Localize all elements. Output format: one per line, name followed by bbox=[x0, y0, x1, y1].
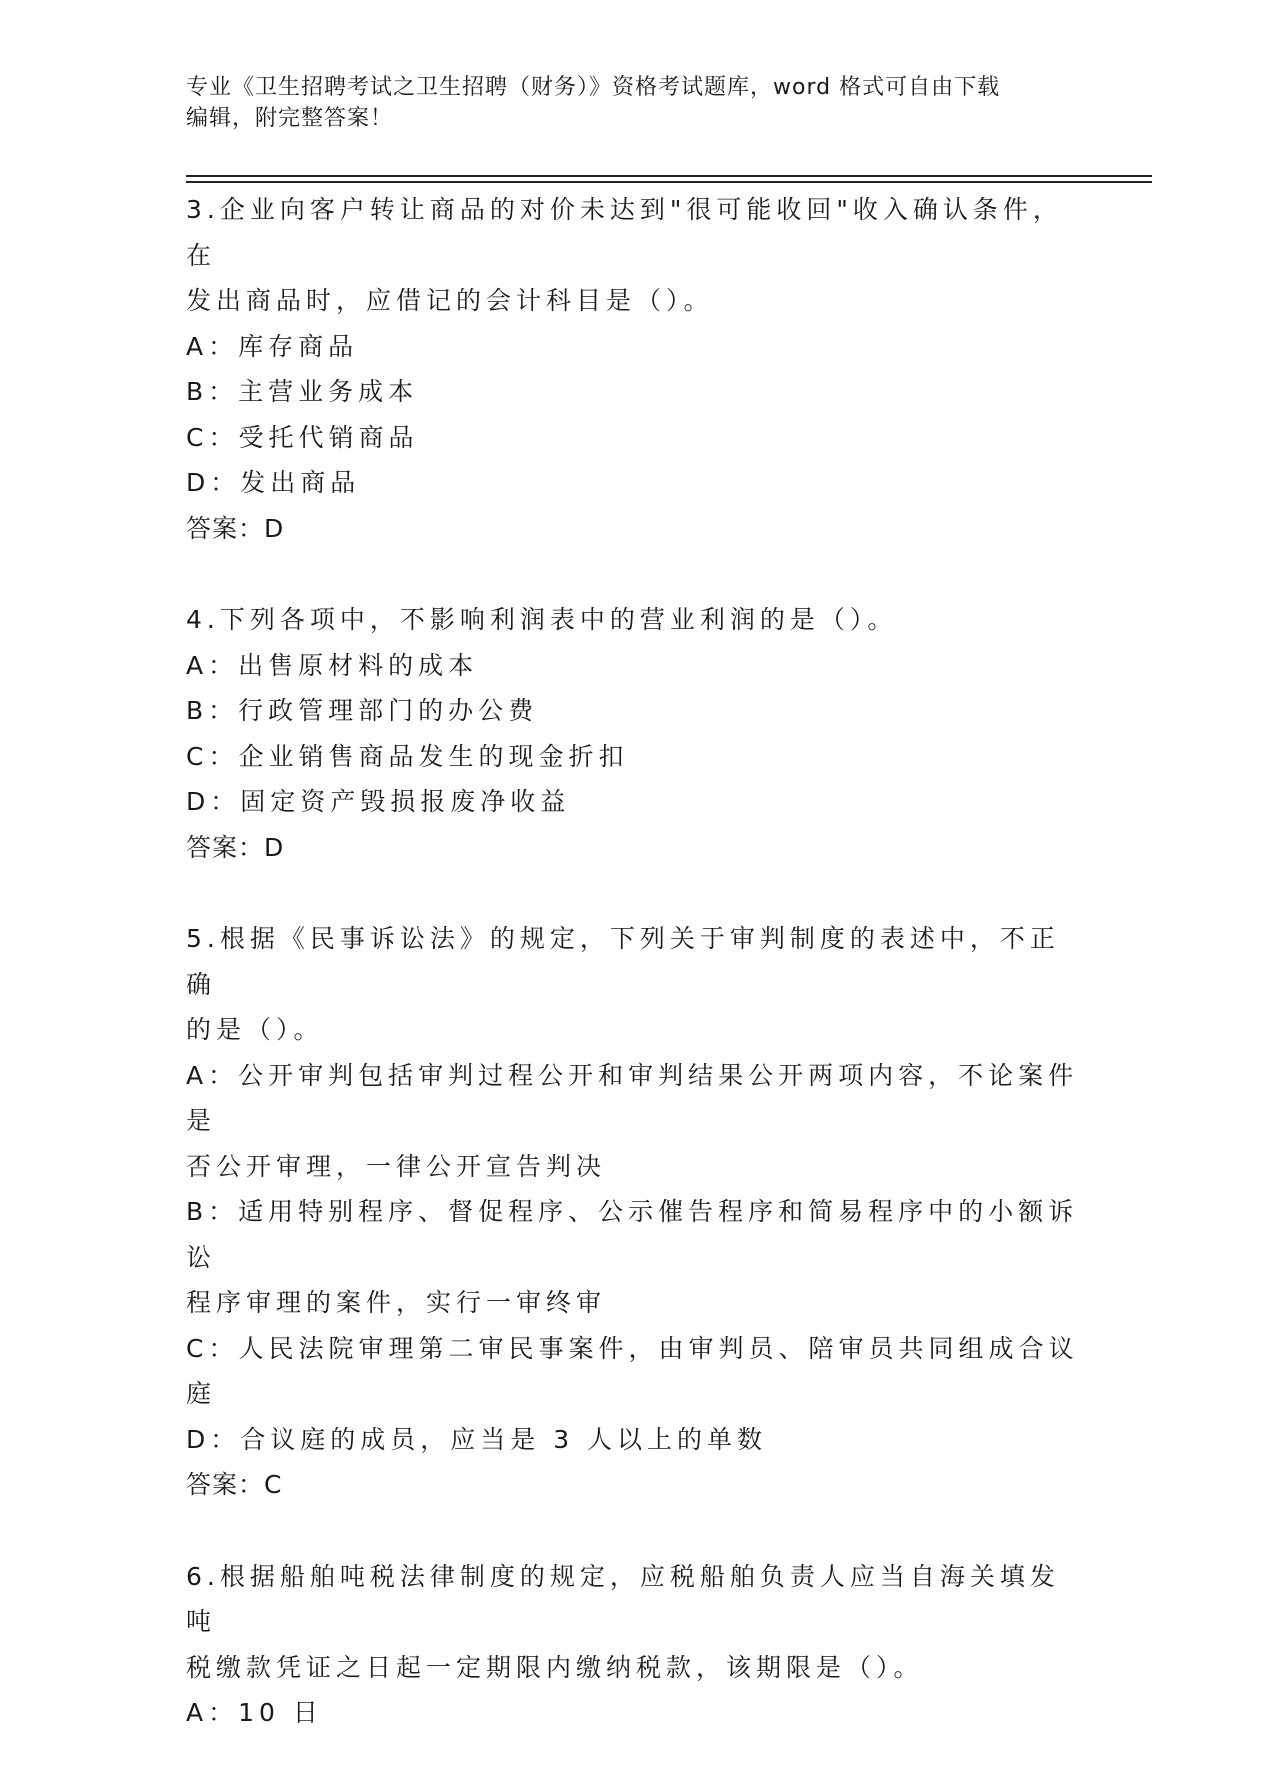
document-header bbox=[186, 72, 1086, 134]
option-d: D：固定资产毁损报废净收益 bbox=[186, 787, 571, 816]
option-b: B：行政管理部门的办公费 bbox=[186, 696, 539, 725]
question-stem: 的是（）。 bbox=[186, 1015, 324, 1044]
question-stem: 发出商品时，应借记的会计科目是（）。 bbox=[186, 286, 714, 315]
question-stem: 3.企业向客户转让商品的对价未达到"很可能收回"收入确认条件，在 bbox=[186, 195, 1063, 270]
answer-line: 答案：C bbox=[186, 1470, 283, 1499]
option-a: A：公开审判包括审判过程公开和审判结果公开两项内容，不论案件是 bbox=[186, 1060, 1079, 1135]
option-a: A：10 日 bbox=[186, 1698, 323, 1727]
header-title-line-1: 专业《卫生招聘考试之卫生招聘（财务）》资格考试题库，word 格式可自由下载 bbox=[186, 75, 1001, 100]
option-c: C：企业销售商品发生的现金折扣 bbox=[186, 741, 629, 771]
option-b: B：主营业务成本 bbox=[186, 377, 419, 406]
option-b: B：适用特别程序、督促程序、公示催告程序和简易程序中的小额诉讼 bbox=[186, 1197, 1079, 1272]
option-c: C：受托代销商品 bbox=[186, 422, 419, 452]
question-stem: 6.根据船舶吨税法律制度的规定，应税船舶负责人应当自海关填发吨 bbox=[186, 1561, 1060, 1636]
answer-line: 答案：D bbox=[186, 513, 285, 543]
header-title-line-2: 编辑，附完整答案！ bbox=[186, 106, 394, 131]
option-d: D：发出商品 bbox=[186, 468, 361, 497]
option-b-continued: 程序审理的案件，实行一审终审 bbox=[186, 1288, 607, 1317]
option-a: A：库存商品 bbox=[186, 331, 359, 361]
header-divider-bottom bbox=[186, 181, 1152, 183]
header-divider-top bbox=[186, 175, 1152, 177]
question-5 bbox=[186, 916, 1086, 1508]
option-a: A：出售原材料的成本 bbox=[186, 650, 479, 680]
question-stem: 税缴款凭证之日起一定期限内缴纳税款，该期限是（）。 bbox=[186, 1652, 924, 1682]
question-3 bbox=[186, 187, 1086, 551]
question-list bbox=[186, 187, 1086, 1782]
option-c: C：人民法院审理第二审民事案件，由审判员、陪审员共同组成合议庭 bbox=[186, 1333, 1079, 1408]
question-stem: 5.根据《民事诉讼法》的规定，下列关于审判制度的表述中，不正确 bbox=[186, 924, 1060, 999]
question-4 bbox=[186, 597, 1086, 870]
option-d: D：合议庭的成员，应当是 3 人以上的单数 bbox=[186, 1424, 768, 1454]
question-stem: 4.下列各项中，不影响利润表中的营业利润的是（）。 bbox=[186, 605, 898, 634]
question-6 bbox=[186, 1554, 1086, 1736]
answer-line: 答案：D bbox=[186, 832, 285, 862]
option-a-continued: 否公开审理，一律公开宣告判决 bbox=[186, 1151, 607, 1181]
